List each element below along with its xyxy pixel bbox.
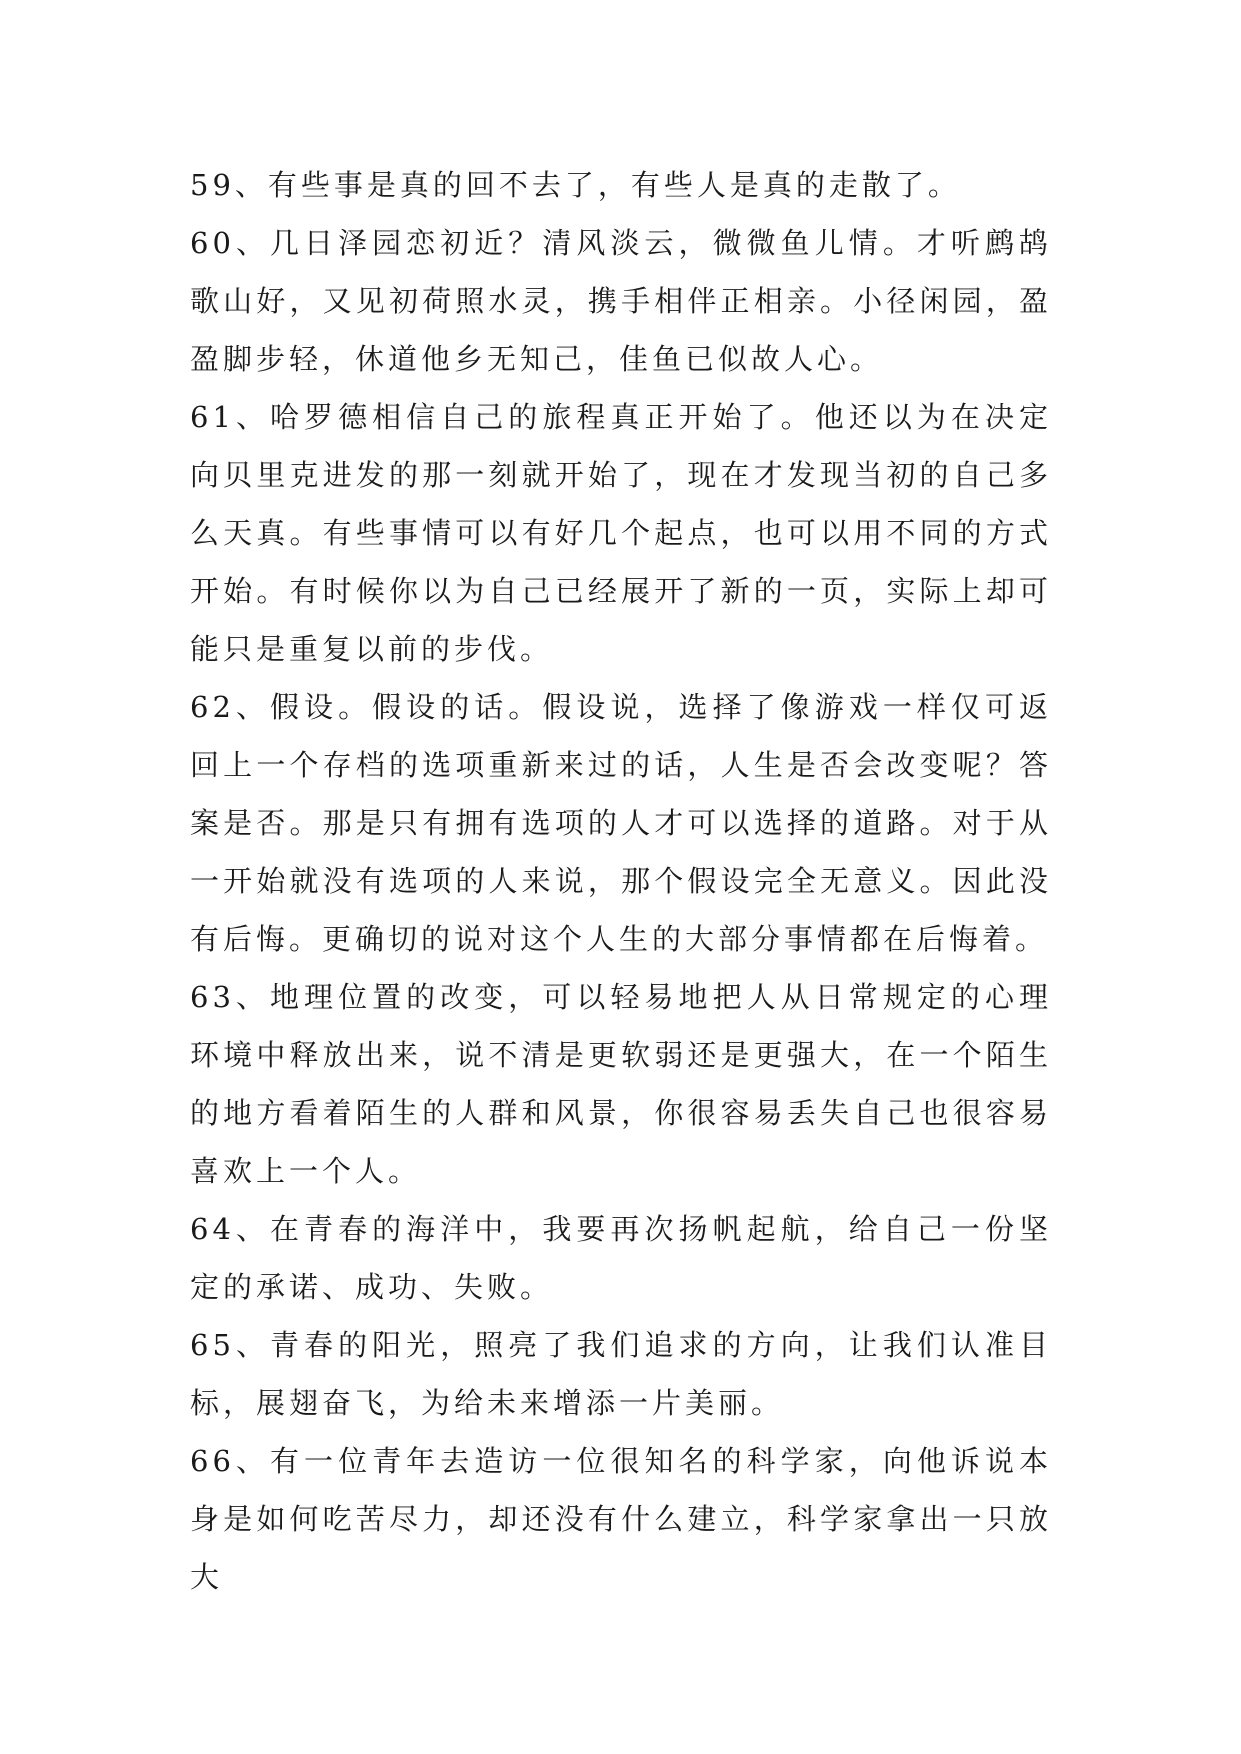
paragraph-64: 64、在青春的海洋中，我要再次扬帆起航，给自己一份坚定的承诺、成功、失败。 xyxy=(190,1212,1052,1304)
paragraph-61: 61、哈罗德相信自己的旅程真正开始了。他还以为在决定向贝里克进发的那一刻就开始了，现在才发现当初的自己多么天真。有些事情可以有好几个起点，也可以用不同的方式开始。有时候你以为自己已经展开了新的一页，实际上却可能只是重复以前的步伐。 xyxy=(190,400,1052,666)
paragraph-60: 60、几日泽园恋初近？清风淡云，微微鱼儿情。才听鹧鸪歌山好，又见初荷照水灵，携手相伴正相亲。小径闲园，盈盈脚步轻，休道他乡无知己，佳鱼已似故人心。 xyxy=(190,226,1052,376)
paragraph-62: 62、假设。假设的话。假设说，选择了像游戏一样仅可返回上一个存档的选项重新来过的话，人生是否会改变呢？答案是否。那是只有拥有选项的人才可以选择的道路。对于从一开始就没有选项的人来说，那个假设完全无意义。因此没有后悔。更确切的说对这个人生的大部分事情都在后悔着。 xyxy=(190,690,1052,956)
paragraph-59: 59、有些事是真的回不去了，有些人是真的走散了。 xyxy=(190,168,961,202)
paragraph-63: 63、地理位置的改变，可以轻易地把人从日常规定的心理环境中释放出来，说不清是更软弱还是更强大，在一个陌生的地方看着陌生的人群和风景，你很容易丢失自己也很容易喜欢上一个人。 xyxy=(190,980,1052,1188)
paragraph-65: 65、青春的阳光，照亮了我们追求的方向，让我们认准目标，展翅奋飞，为给未来增添一片美丽。 xyxy=(190,1328,1052,1420)
paragraph-66: 66、有一位青年去造访一位很知名的科学家，向他诉说本身是如何吃苦尽力，却还没有什么建立，科学家拿出一只放大 xyxy=(190,1444,1052,1594)
document-body xyxy=(190,156,1052,1606)
